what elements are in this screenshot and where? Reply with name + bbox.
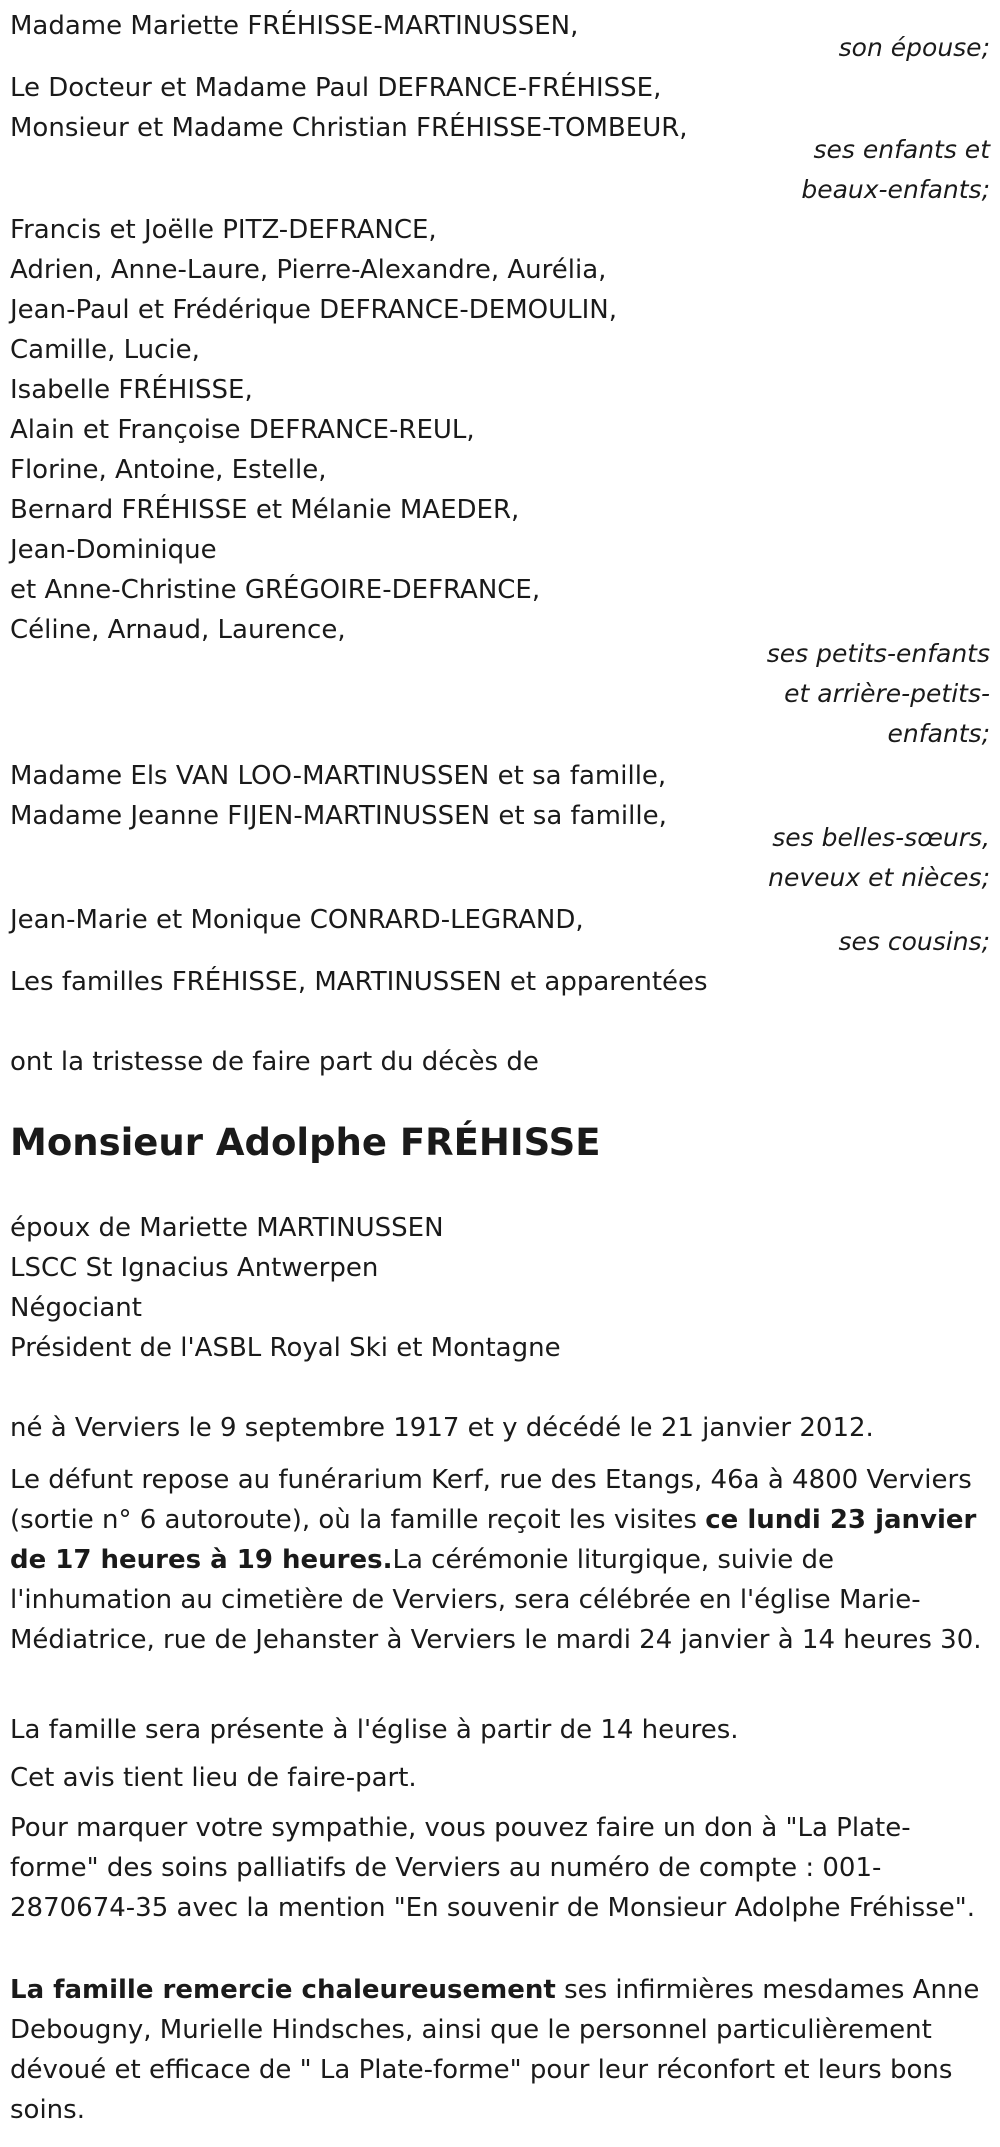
name-line: Jean-Dominique xyxy=(10,535,217,565)
deceased-details xyxy=(10,1208,561,1368)
name-line: Céline, Arnaud, Laurence, xyxy=(10,615,346,645)
name-line: Jean-Paul et Frédérique DEFRANCE-DEMOULIN, xyxy=(10,295,618,325)
name-line: Florine, Antoine, Estelle, xyxy=(10,455,327,485)
families-names xyxy=(10,962,708,1002)
spouse-relation xyxy=(839,28,990,68)
thanks-text: ses infirmières mesdames Anne Debougny, Murielle Hindsches, ainsi que le personnel particulièrement dévoué et efficace de " La Plate-forme" pour leur réconfort et leurs bons soins. xyxy=(10,1975,980,2125)
announcement: ont la tristesse de faire part du décès de xyxy=(10,1047,539,1077)
name-line: Isabelle FRÉHISSE, xyxy=(10,375,253,405)
relation-line: ses petits-enfants xyxy=(766,639,990,668)
birth-death-line: né à Verviers le 9 septembre 1917 et y décédé le 21 janvier 2012. xyxy=(10,1413,874,1443)
thanks-paragraph xyxy=(10,1970,990,2130)
relation-line: neveux et nièces; xyxy=(768,863,990,892)
grandchildren-names xyxy=(10,210,617,650)
grandchildren-relation xyxy=(767,634,990,754)
name-line: Jean-Marie et Monique CONRARD-LEGRAND, xyxy=(10,905,584,935)
name-line: Francis et Joëlle PITZ-DEFRANCE, xyxy=(10,215,437,245)
name-line: Le Docteur et Madame Paul DEFRANCE-FRÉHISSE, xyxy=(10,73,662,103)
relation-line: ses belles-sœurs, xyxy=(772,823,990,852)
relation-line: ses cousins; xyxy=(838,927,990,956)
siblings-in-law-relation xyxy=(768,818,990,898)
relation-line: beaux-enfants; xyxy=(801,175,990,204)
relation-line: ses enfants et xyxy=(813,135,990,164)
thanks-bold: La famille remercie chaleureusement xyxy=(10,1975,556,2005)
detail-line: Président de l'ASBL Royal Ski et Montagne xyxy=(10,1333,561,1363)
notice-line: Cet avis tient lieu de faire-part. xyxy=(10,1763,417,1793)
funeral-text: Le défunt repose au funérarium Kerf, rue des Etangs, 46a à 4800 Verviers (sortie n° 6 autoroute), où la famille reçoit les visites xyxy=(10,1465,972,1535)
cousins-relation xyxy=(838,922,990,962)
deceased-name: Monsieur Adolphe FRÉHISSE xyxy=(10,1121,601,1164)
name-line: Madame Jeanne FIJEN-MARTINUSSEN et sa famille, xyxy=(10,801,667,831)
name-line: Camille, Lucie, xyxy=(10,335,200,365)
cousins-names xyxy=(10,900,584,940)
detail-line: LSCC St Ignacius Antwerpen xyxy=(10,1253,379,1283)
funeral-paragraph xyxy=(10,1460,990,1660)
relation-line: et arrière-petits- xyxy=(784,679,990,708)
relation-line: enfants; xyxy=(887,719,990,748)
name-line: et Anne-Christine GRÉGOIRE-DEFRANCE, xyxy=(10,575,541,605)
detail-line: époux de Mariette MARTINUSSEN xyxy=(10,1213,444,1243)
relation-line: son épouse; xyxy=(838,33,990,62)
name-line: Adrien, Anne-Laure, Pierre-Alexandre, Aurélia, xyxy=(10,255,607,285)
name-line: Les familles FRÉHISSE, MARTINUSSEN et apparentées xyxy=(10,967,708,997)
name-line: Madame Mariette FRÉHISSE-MARTINUSSEN, xyxy=(10,11,579,41)
siblings-in-law-names xyxy=(10,756,667,836)
name-line: Alain et Françoise DEFRANCE-REUL, xyxy=(10,415,475,445)
name-line: Bernard FRÉHISSE et Mélanie MAEDER, xyxy=(10,495,520,525)
children-relation xyxy=(801,130,990,210)
donation-paragraph: Pour marquer votre sympathie, vous pouvez faire un don à "La Plate-forme" des soins palliatifs de Verviers au numéro de compte : 001-2870674-35 avec la mention "En souvenir de Monsieur Adolphe Fréhisse". xyxy=(10,1813,975,1923)
ceremony-text: La cérémonie liturgique, suivie de l'inhumation au cimetière de Verviers, sera célébrée en l'église Marie-Médiatrice, rue de Jehanster à Verviers le mardi 24 janvier à 14 heures 30. xyxy=(10,1545,982,1655)
name-line: Madame Els VAN LOO-MARTINUSSEN et sa famille, xyxy=(10,761,667,791)
visit-hours: ce lundi 23 janvier de 17 heures à 19 heures. xyxy=(10,1505,977,1575)
detail-line: Négociant xyxy=(10,1293,142,1323)
children-names xyxy=(10,68,688,148)
name-line: Monsieur et Madame Christian FRÉHISSE-TOMBEUR, xyxy=(10,113,688,143)
presence-line: La famille sera présente à l'église à partir de 14 heures. xyxy=(10,1715,739,1745)
spouse-names xyxy=(10,6,578,46)
